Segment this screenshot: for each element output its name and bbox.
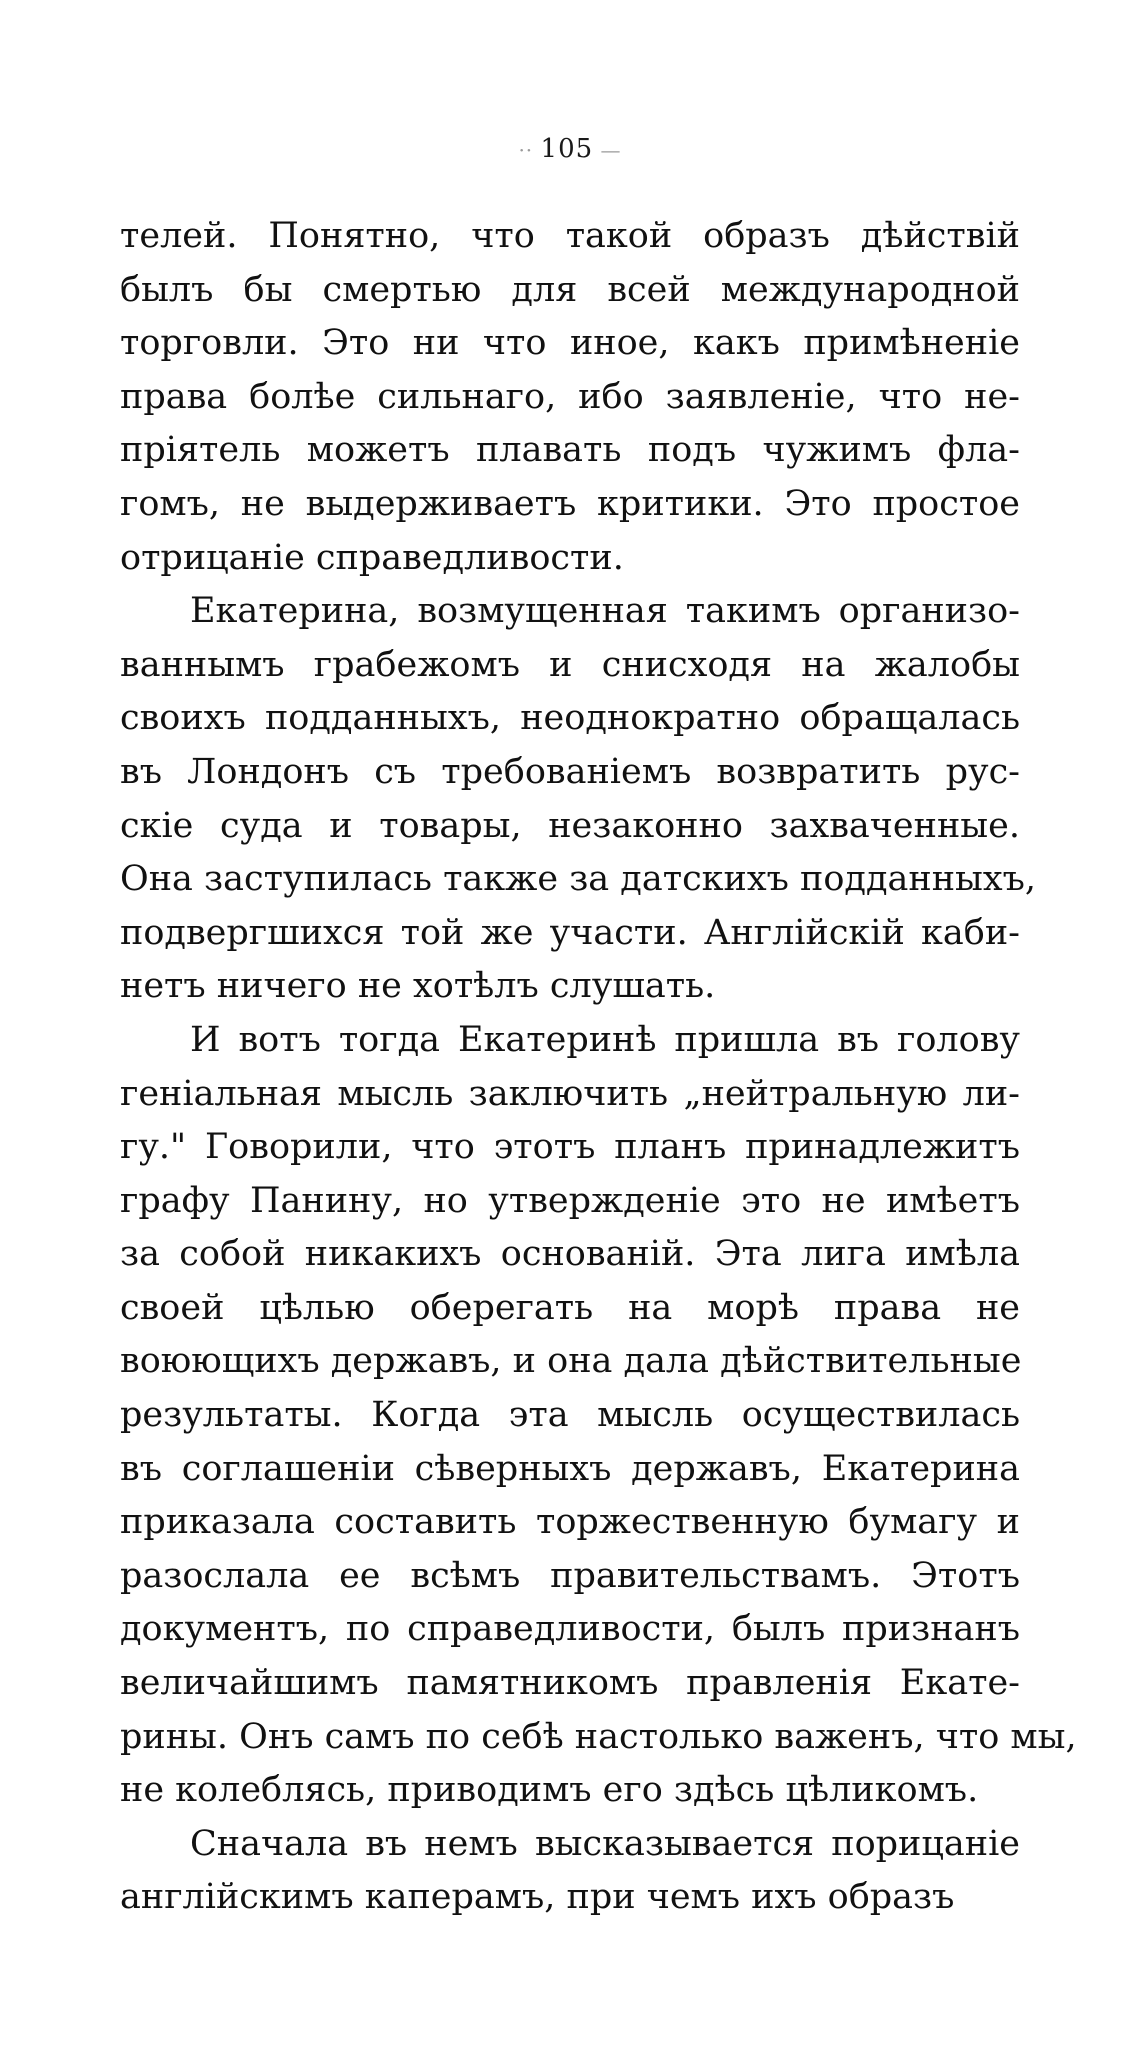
text-line: отрицаніе справедливости. (120, 537, 624, 578)
text-line: торговли. Это ни что иное, какъ примѣненіе (120, 323, 1020, 364)
text-line: въ соглашеніи сѣверныхъ державъ, Екатерина (120, 1448, 1020, 1489)
page-number-value: 105 (540, 134, 594, 164)
text-line: англійскимъ каперамъ, при чемъ ихъ образъ (120, 1877, 955, 1918)
paragraph (120, 1014, 1077, 1818)
text-line: телей. Понятно, что такой образъ дѣйствій (120, 216, 1020, 256)
text-line: величайшимъ памятникомъ правленія Екате- (120, 1663, 1020, 1704)
text-line: въ Лондонъ съ требованіемъ возвратить рус- (120, 751, 1020, 792)
text-line: былъ бы смертью для всей международной (120, 269, 1020, 310)
text-line: своей цѣлью оберегать на морѣ права не (120, 1287, 1020, 1328)
text-line: приказала составить торжественную бумагу и (120, 1502, 1020, 1543)
paragraph (120, 210, 1020, 585)
text-line: гу." Говорили, что этотъ планъ принадлежитъ (120, 1127, 1020, 1168)
text-line: графу Панину, но утвержденіе это не имѣетъ (120, 1180, 1020, 1221)
text-line: не колеблясь, приводимъ его здѣсь цѣликомъ. (120, 1770, 979, 1811)
text-line: Екатерина, возмущенная такимъ организо- (190, 591, 1020, 632)
page-number-dash-right: — (593, 138, 622, 162)
text-line: своихъ подданныхъ, неоднократно обращалась (120, 698, 1020, 739)
text-line: рины. Онъ самъ по себѣ настолько важенъ, что мы, (120, 1716, 1077, 1757)
text-line: Сначала въ немъ высказывается порицаніе (190, 1823, 1020, 1864)
text-line: Она заступилась также за датскихъ подданныхъ, (120, 859, 1037, 900)
paragraph (120, 585, 1037, 1014)
text-line: скіе суда и товары, незаконно захваченные. (120, 805, 1020, 846)
text-line: результаты. Когда эта мысль осуществилась (120, 1395, 1020, 1436)
text-line: воюющихъ державъ, и она дала дѣйствительные (120, 1341, 1022, 1382)
text-line: нетъ ничего не хотѣлъ слушать. (120, 966, 716, 1007)
text-line: подвергшихся той же участи. Англійскій каби- (120, 912, 1020, 953)
text-line: пріятель можетъ плавать подъ чужимъ фла- (120, 430, 1020, 471)
text-line: права болѣе сильнаго, ибо заявленіе, что не- (120, 376, 1020, 417)
page-number (0, 134, 1140, 164)
body-text (120, 210, 1077, 1925)
text-line: документъ, по справедливости, былъ признанъ (120, 1609, 1020, 1650)
text-line: ваннымъ грабежомъ и снисходя на жалобы (120, 644, 1020, 685)
page-number-dash-left: ·· (518, 138, 541, 162)
text-line: И вотъ тогда Екатеринѣ пришла въ голову (190, 1019, 1020, 1060)
text-line: разослала ее всѣмъ правительствамъ. Этотъ (120, 1555, 1020, 1596)
text-line: гомъ, не выдерживаетъ критики. Это простое (120, 483, 1020, 524)
paragraph (120, 1818, 1020, 1925)
text-line: геніальная мысль заключить „нейтральную ли- (120, 1073, 1020, 1114)
text-line: за собой никакихъ основаній. Эта лига имѣла (120, 1234, 1020, 1275)
